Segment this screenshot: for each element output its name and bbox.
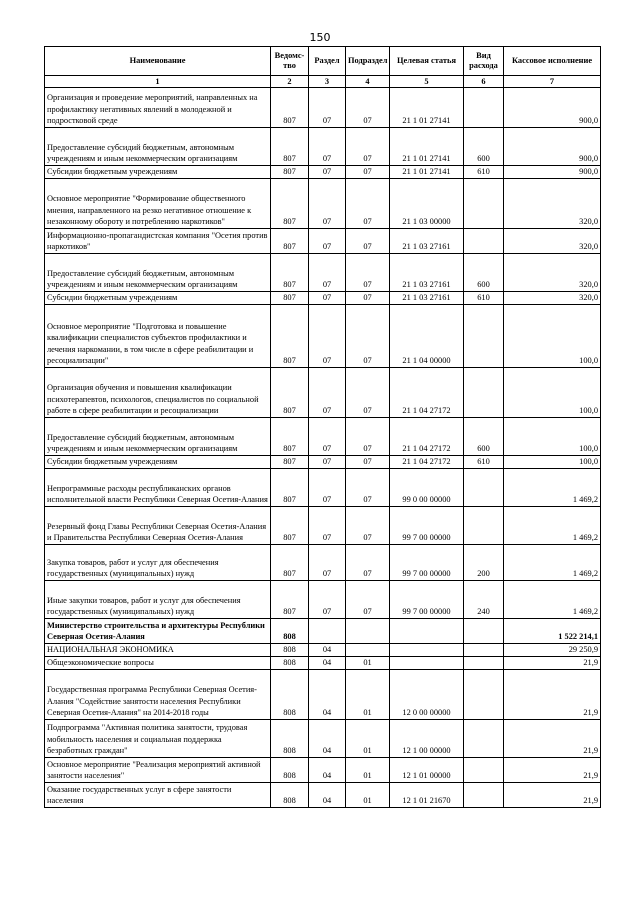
cell-podrazdel: 07 <box>346 581 390 619</box>
table-row <box>45 507 601 545</box>
table-row <box>45 456 601 469</box>
cell-amount: 100,0 <box>504 456 601 469</box>
cell-ved: 807 <box>271 179 309 229</box>
table-row <box>45 292 601 305</box>
table-row <box>45 418 601 456</box>
cell-vr: 600 <box>464 128 504 166</box>
cell-name: Государственная программа Республики Северная Осетия-Алания "Содействие занятости населения Республики Северная Осетия-Алания" на 2014-2018 годы <box>45 670 271 720</box>
cell-cs <box>390 644 464 657</box>
cell-podrazdel <box>346 644 390 657</box>
cell-ved: 807 <box>271 229 309 254</box>
table-row <box>45 179 601 229</box>
header-row <box>45 47 601 76</box>
table-row <box>45 657 601 670</box>
cell-name: Субсидии бюджетным учреждениям <box>45 166 271 179</box>
cell-ved: 807 <box>271 545 309 581</box>
cell-name: Организация обучения и повышения квалификации психотерапевтов, психологов, специалистов по социальной работе в сфере реабилитации и ресоциализации <box>45 368 271 418</box>
table-row <box>45 581 601 619</box>
cell-vr <box>464 670 504 720</box>
cell-razdel: 07 <box>309 179 346 229</box>
cell-ved: 807 <box>271 456 309 469</box>
cell-cs <box>390 657 464 670</box>
cell-ved: 807 <box>271 581 309 619</box>
table-row <box>45 254 601 292</box>
cell-razdel: 04 <box>309 720 346 758</box>
cell-podrazdel: 07 <box>346 229 390 254</box>
cell-vr <box>464 368 504 418</box>
cell-vr: 200 <box>464 545 504 581</box>
cell-amount: 1 469,2 <box>504 581 601 619</box>
cell-podrazdel: 07 <box>346 469 390 507</box>
cell-vr <box>464 88 504 128</box>
header-number: 7 <box>504 76 601 88</box>
header-podrazdel: Подраздел <box>346 47 390 76</box>
table-row <box>45 670 601 720</box>
cell-vr <box>464 305 504 368</box>
cell-name: Министерство строительства и архитектуры Республики Северная Осетия-Алания <box>45 619 271 644</box>
cell-cs: 21 1 01 27141 <box>390 128 464 166</box>
cell-vr <box>464 758 504 783</box>
cell-name: Резервный фонд Главы Республики Северная Осетия-Алания и Правительства Республики Северная Осетия-Алания <box>45 507 271 545</box>
cell-cs: 21 1 04 27172 <box>390 456 464 469</box>
cell-name: Основное мероприятие "Реализация мероприятий активной занятости населения" <box>45 758 271 783</box>
cell-razdel: 07 <box>309 418 346 456</box>
cell-razdel: 04 <box>309 783 346 808</box>
cell-razdel: 07 <box>309 88 346 128</box>
table-row <box>45 545 601 581</box>
cell-name: Предоставление субсидий бюджетным, автономным учреждениям и иным некоммерческим организациям <box>45 128 271 166</box>
cell-vr <box>464 720 504 758</box>
cell-vr: 240 <box>464 581 504 619</box>
table-row <box>45 619 601 644</box>
cell-vr: 600 <box>464 418 504 456</box>
cell-amount: 100,0 <box>504 418 601 456</box>
cell-amount: 21,9 <box>504 783 601 808</box>
cell-name: Закупка товаров, работ и услуг для обеспечения государственных (муниципальных) нужд <box>45 545 271 581</box>
cell-ved: 807 <box>271 305 309 368</box>
cell-cs: 12 1 01 21670 <box>390 783 464 808</box>
cell-razdel: 07 <box>309 456 346 469</box>
cell-name: Основное мероприятие "Подготовка и повышение квалификации специалистов субъектов профилактики и лечения наркомании, в том числе в сфере реабилитации и ресоциализации" <box>45 305 271 368</box>
cell-vr <box>464 469 504 507</box>
cell-podrazdel: 07 <box>346 545 390 581</box>
cell-vr <box>464 644 504 657</box>
cell-cs: 21 1 04 00000 <box>390 305 464 368</box>
cell-ved: 808 <box>271 758 309 783</box>
header-cs: Целевая статья <box>390 47 464 76</box>
cell-name: Предоставление субсидий бюджетным, автономным учреждениям и иным некоммерческим организациям <box>45 254 271 292</box>
header-name: Наименование <box>45 47 271 76</box>
cell-podrazdel: 07 <box>346 507 390 545</box>
cell-ved: 807 <box>271 166 309 179</box>
cell-amount: 1 469,2 <box>504 507 601 545</box>
cell-razdel: 07 <box>309 581 346 619</box>
cell-podrazdel: 01 <box>346 758 390 783</box>
cell-razdel: 07 <box>309 368 346 418</box>
table-row <box>45 758 601 783</box>
header-number: 4 <box>346 76 390 88</box>
cell-cs: 21 1 03 27161 <box>390 229 464 254</box>
table-row <box>45 305 601 368</box>
table-row <box>45 229 601 254</box>
cell-amount: 1 469,2 <box>504 545 601 581</box>
table-row <box>45 720 601 758</box>
cell-razdel: 04 <box>309 758 346 783</box>
cell-ved: 808 <box>271 783 309 808</box>
table-row <box>45 783 601 808</box>
cell-ved: 808 <box>271 644 309 657</box>
cell-razdel: 07 <box>309 254 346 292</box>
cell-amount: 320,0 <box>504 229 601 254</box>
cell-ved: 808 <box>271 720 309 758</box>
cell-amount: 320,0 <box>504 292 601 305</box>
header-number: 2 <box>271 76 309 88</box>
cell-amount: 21,9 <box>504 670 601 720</box>
cell-name: Субсидии бюджетным учреждениям <box>45 456 271 469</box>
cell-cs: 12 1 00 00000 <box>390 720 464 758</box>
cell-amount: 1 469,2 <box>504 469 601 507</box>
cell-name: Организация и проведение мероприятий, направленных на профилактику негативных явлений в молодежной и подростковой среде <box>45 88 271 128</box>
header-number: 6 <box>464 76 504 88</box>
cell-podrazdel: 07 <box>346 418 390 456</box>
cell-amount: 21,9 <box>504 720 601 758</box>
cell-cs: 21 1 04 27172 <box>390 418 464 456</box>
cell-podrazdel: 07 <box>346 166 390 179</box>
table-row <box>45 469 601 507</box>
cell-vr <box>464 657 504 670</box>
cell-cs: 21 1 03 00000 <box>390 179 464 229</box>
cell-razdel: 07 <box>309 305 346 368</box>
cell-razdel: 04 <box>309 670 346 720</box>
cell-name: Общеэкономические вопросы <box>45 657 271 670</box>
cell-razdel: 04 <box>309 657 346 670</box>
cell-amount: 900,0 <box>504 166 601 179</box>
cell-name: Информационно-пропагандистская компания "Осетия против наркотиков" <box>45 229 271 254</box>
cell-name: Непрограммные расходы республиканских органов исполнительной власти Республики Северная Осетия-Алания <box>45 469 271 507</box>
cell-ved: 807 <box>271 418 309 456</box>
cell-cs: 12 0 00 00000 <box>390 670 464 720</box>
header-razdel: Раздел <box>309 47 346 76</box>
header-amount: Кассовое исполнение <box>504 47 601 76</box>
cell-name: НАЦИОНАЛЬНАЯ ЭКОНОМИКА <box>45 644 271 657</box>
cell-razdel: 07 <box>309 545 346 581</box>
table-row <box>45 166 601 179</box>
cell-cs: 99 0 00 00000 <box>390 469 464 507</box>
cell-name: Субсидии бюджетным учреждениям <box>45 292 271 305</box>
cell-ved: 807 <box>271 292 309 305</box>
cell-ved: 807 <box>271 368 309 418</box>
cell-cs: 21 1 01 27141 <box>390 166 464 179</box>
cell-podrazdel <box>346 619 390 644</box>
cell-name: Предоставление субсидий бюджетным, автономным учреждениям и иным некоммерческим организациям <box>45 418 271 456</box>
cell-podrazdel: 07 <box>346 368 390 418</box>
page-number: 150 <box>309 31 331 44</box>
cell-podrazdel: 07 <box>346 88 390 128</box>
cell-ved: 807 <box>271 128 309 166</box>
cell-name: Подпрограмма "Активная политика занятости, трудовая мобильность населения и социальная поддержка безработных граждан" <box>45 720 271 758</box>
cell-amount: 900,0 <box>504 88 601 128</box>
table-row <box>45 128 601 166</box>
cell-cs: 99 7 00 00000 <box>390 507 464 545</box>
cell-cs: 21 1 03 27161 <box>390 254 464 292</box>
cell-amount: 1 522 214,1 <box>504 619 601 644</box>
table-row <box>45 368 601 418</box>
cell-razdel: 07 <box>309 292 346 305</box>
cell-vr: 610 <box>464 166 504 179</box>
cell-name: Иные закупки товаров, работ и услуг для обеспечения государственных (муниципальных) нужд <box>45 581 271 619</box>
cell-podrazdel: 01 <box>346 657 390 670</box>
cell-podrazdel: 07 <box>346 305 390 368</box>
cell-ved: 807 <box>271 507 309 545</box>
cell-razdel: 07 <box>309 507 346 545</box>
cell-podrazdel: 01 <box>346 670 390 720</box>
cell-vr: 610 <box>464 292 504 305</box>
cell-cs: 99 7 00 00000 <box>390 545 464 581</box>
cell-ved: 808 <box>271 657 309 670</box>
cell-amount: 320,0 <box>504 179 601 229</box>
cell-podrazdel: 01 <box>346 783 390 808</box>
cell-ved: 808 <box>271 619 309 644</box>
cell-cs <box>390 619 464 644</box>
cell-vr <box>464 229 504 254</box>
cell-vr <box>464 507 504 545</box>
cell-ved: 808 <box>271 670 309 720</box>
cell-cs: 99 7 00 00000 <box>390 581 464 619</box>
cell-amount: 100,0 <box>504 305 601 368</box>
header-vr: Вид расхода <box>464 47 504 76</box>
cell-ved: 807 <box>271 469 309 507</box>
budget-table <box>44 46 601 808</box>
cell-ved: 807 <box>271 254 309 292</box>
cell-cs: 21 1 01 27141 <box>390 88 464 128</box>
table-row <box>45 88 601 128</box>
cell-podrazdel: 07 <box>346 254 390 292</box>
cell-razdel: 04 <box>309 644 346 657</box>
cell-podrazdel: 07 <box>346 179 390 229</box>
cell-podrazdel: 07 <box>346 292 390 305</box>
table-body <box>45 88 601 808</box>
header-number: 3 <box>309 76 346 88</box>
cell-ved: 807 <box>271 88 309 128</box>
cell-name: Оказание государственных услуг в сфере занятости населения <box>45 783 271 808</box>
cell-razdel: 07 <box>309 166 346 179</box>
cell-cs: 12 1 01 00000 <box>390 758 464 783</box>
cell-podrazdel: 07 <box>346 128 390 166</box>
cell-amount: 900,0 <box>504 128 601 166</box>
cell-name: Основное мероприятие "Формирование общественного мнения, направленного на резко негативное отношение к незаконному обороту и потреблению наркотиков" <box>45 179 271 229</box>
table-row <box>45 644 601 657</box>
cell-vr: 600 <box>464 254 504 292</box>
cell-razdel: 07 <box>309 128 346 166</box>
header-number: 1 <box>45 76 271 88</box>
cell-podrazdel: 01 <box>346 720 390 758</box>
cell-cs: 21 1 03 27161 <box>390 292 464 305</box>
cell-amount: 21,9 <box>504 758 601 783</box>
cell-podrazdel: 07 <box>346 456 390 469</box>
cell-cs: 21 1 04 27172 <box>390 368 464 418</box>
header-number-row <box>45 76 601 88</box>
cell-vr <box>464 783 504 808</box>
cell-vr: 610 <box>464 456 504 469</box>
header-ved: Ведомс-тво <box>271 47 309 76</box>
cell-amount: 21,9 <box>504 657 601 670</box>
cell-razdel <box>309 619 346 644</box>
cell-razdel: 07 <box>309 229 346 254</box>
header-number: 5 <box>390 76 464 88</box>
cell-amount: 29 250,9 <box>504 644 601 657</box>
cell-amount: 320,0 <box>504 254 601 292</box>
cell-vr <box>464 619 504 644</box>
cell-vr <box>464 179 504 229</box>
cell-amount: 100,0 <box>504 368 601 418</box>
cell-razdel: 07 <box>309 469 346 507</box>
